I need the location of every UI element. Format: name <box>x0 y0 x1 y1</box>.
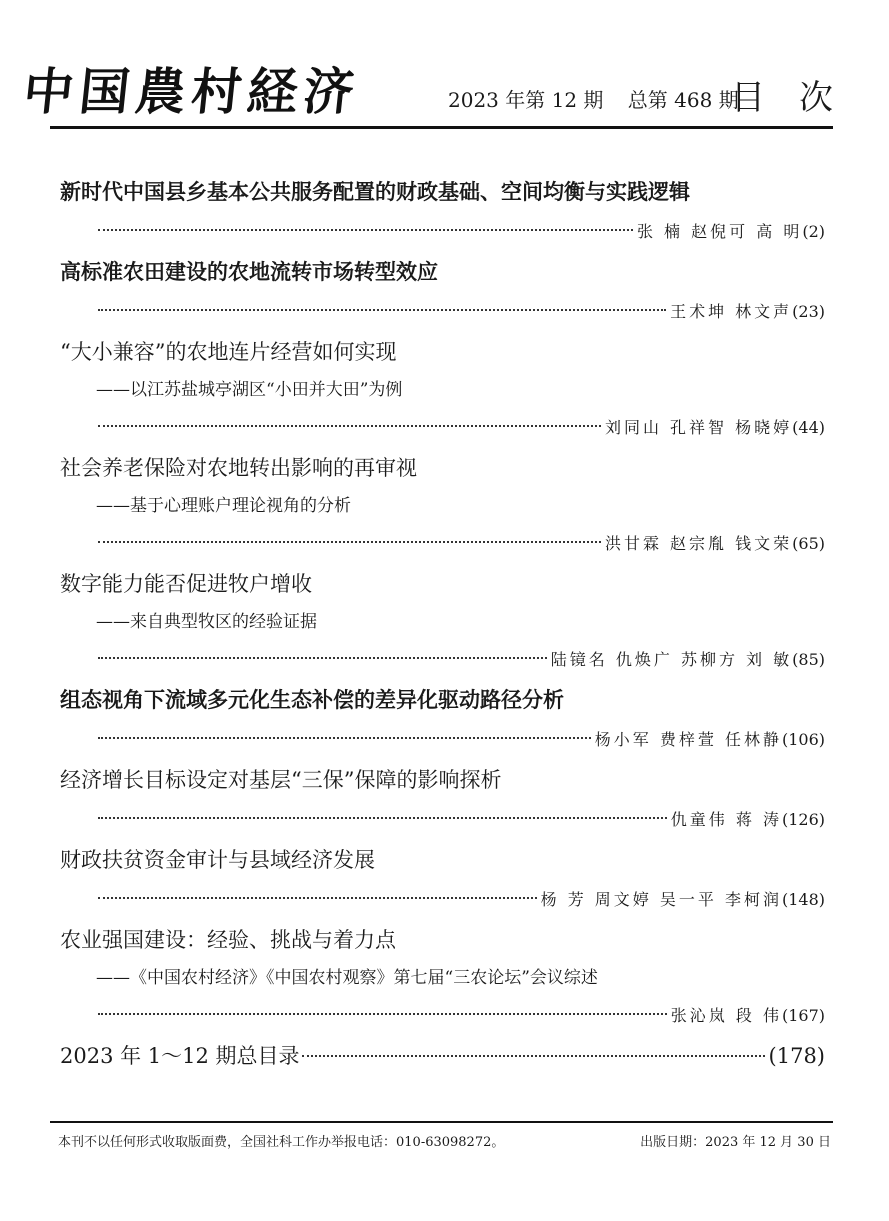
article-title: “大小兼容”的农地连片经营如何实现 <box>60 340 397 364</box>
page-number: (106) <box>781 730 825 749</box>
leader-line <box>60 408 825 448</box>
article-authors: 陆镜名 仇焕广 苏柳方 刘 敏 <box>550 650 793 669</box>
article-authors: 刘同山 孔祥智 杨晓婷 <box>604 418 793 437</box>
article-subtitle: ——以江苏盐城亭湖区“小田并大田”为例 <box>96 380 403 400</box>
toc-entry <box>60 564 825 680</box>
page-number: (44) <box>792 418 825 437</box>
leader-line <box>60 800 825 840</box>
article-subtitle: ——来自典型牧区的经验证据 <box>96 612 317 632</box>
footer-rule <box>50 1121 833 1123</box>
page-number: (85) <box>792 650 825 669</box>
article-authors: 张 楠 赵倪可 高 明 <box>636 222 803 241</box>
article-title: 经济增长目标设定对基层“三保”保障的影响探析 <box>60 768 502 792</box>
article-authors: 王术坤 林文声 <box>670 302 793 321</box>
article-authors: 洪甘霖 赵宗胤 钱文荣 <box>604 534 793 553</box>
leader-line <box>60 292 825 332</box>
dot-leader <box>98 1013 667 1015</box>
article-authors: 张沁岚 段 伟 <box>670 1006 782 1025</box>
section-title: 目次 <box>731 78 867 118</box>
dot-leader <box>98 817 667 819</box>
dot-leader <box>98 229 633 231</box>
toc-entry <box>60 252 825 332</box>
page-number: (167) <box>781 1006 825 1025</box>
leader-line <box>60 880 825 920</box>
leader-line <box>60 640 825 680</box>
table-of-contents <box>60 172 825 1076</box>
dot-leader <box>302 1055 765 1057</box>
article-title: 高标准农田建设的农地流转市场转型效应 <box>60 259 438 284</box>
article-authors: 杨小军 费梓萱 任林静 <box>594 730 782 749</box>
leader-line <box>60 996 825 1036</box>
dot-leader <box>98 897 537 899</box>
issue-info <box>448 84 757 113</box>
toc-entry <box>60 680 825 760</box>
article-subtitle: ——《中国农村经济》《中国农村观察》第七届“三农论坛”会议综述 <box>96 968 598 988</box>
year-issue: 2023 年第 12 期 <box>448 88 604 112</box>
dot-leader <box>98 425 601 427</box>
page-number: (23) <box>792 302 825 321</box>
article-title: 新时代中国县乡基本公共服务配置的财政基础、空间均衡与实践逻辑 <box>60 179 690 204</box>
article-title: 数字能力能否促进牧户增收 <box>60 572 312 596</box>
masthead <box>20 50 867 124</box>
toc-entry <box>60 172 825 252</box>
article-title: 农业强国建设：经验、挑战与着力点 <box>60 928 396 952</box>
article-authors: 仇童伟 蒋 涛 <box>670 810 782 829</box>
page-number: (178) <box>768 1044 825 1068</box>
article-title: 社会养老保险对农地转出影响的再审视 <box>60 456 417 480</box>
total-issue: 总第 468 期 <box>627 88 739 112</box>
footer-notice: 本刊不以任何形式收取版面费，全国社科工作办举报电话：010-63098272。 <box>58 1135 505 1150</box>
leader-line <box>60 524 825 564</box>
article-subtitle: ——基于心理账户理论视角的分析 <box>96 496 351 516</box>
leader-line <box>60 720 825 760</box>
publish-date: 出版日期：2023 年 12 月 30 日 <box>640 1135 831 1150</box>
page-number: (148) <box>781 890 825 909</box>
leader-line <box>60 212 825 252</box>
dot-leader <box>98 737 591 739</box>
annual-index-entry <box>60 1036 825 1076</box>
article-authors: 杨 芳 周文婷 吴一平 李柯润 <box>540 890 782 909</box>
toc-entry <box>60 760 825 840</box>
dot-leader <box>98 541 601 543</box>
header-rule <box>50 126 833 129</box>
article-title: 财政扶贫资金审计与县域经济发展 <box>60 848 375 872</box>
article-title: 组态视角下流域多元化生态补偿的差异化驱动路径分析 <box>60 687 564 712</box>
toc-entry <box>60 840 825 920</box>
page-number: (65) <box>792 534 825 553</box>
toc-entry <box>60 920 825 1036</box>
dot-leader <box>98 657 547 659</box>
toc-entry <box>60 332 825 448</box>
journal-logo: 中国農村経济 <box>20 63 363 121</box>
page-number: (126) <box>781 810 825 829</box>
toc-entry <box>60 448 825 564</box>
page-number: (2) <box>802 222 825 241</box>
annual-index-title: 2023 年 1～12 期总目录 <box>60 1044 300 1068</box>
dot-leader <box>98 309 666 311</box>
